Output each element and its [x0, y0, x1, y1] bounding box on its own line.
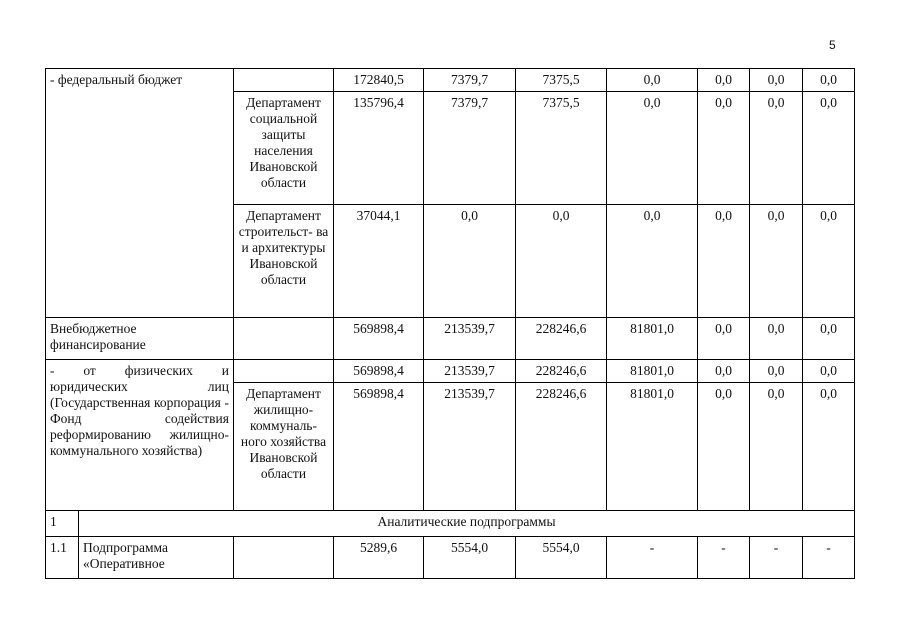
- value-cell: 37044,1: [334, 205, 424, 318]
- row-label-first-line: - от физических и: [50, 363, 229, 378]
- value-cell: 0,0: [607, 69, 698, 92]
- value-cell: 213539,7: [424, 383, 516, 511]
- department-cell: Департамент жилищно- коммуналь- ного хозяйства Ивановской области: [234, 383, 334, 511]
- value-cell: 0,0: [803, 69, 855, 92]
- value-cell: -: [803, 537, 855, 579]
- value-cell: 0,0: [516, 205, 607, 318]
- value-cell: 0,0: [607, 205, 698, 318]
- value-cell: 0,0: [750, 318, 803, 360]
- value-cell: 0,0: [698, 69, 750, 92]
- value-cell: 0,0: [803, 205, 855, 318]
- table-row: [46, 318, 855, 360]
- subprogram-name: Подпрограмма «Оперативное: [79, 537, 234, 579]
- value-cell: 0,0: [607, 92, 698, 205]
- value-cell: -: [750, 537, 803, 579]
- value-cell: 0,0: [803, 383, 855, 511]
- value-cell: 5289,6: [334, 537, 424, 579]
- subprogram-number: 1.1: [46, 537, 79, 579]
- value-cell: 0,0: [698, 318, 750, 360]
- value-cell: 213539,7: [424, 318, 516, 360]
- value-cell: 5554,0: [424, 537, 516, 579]
- value-cell: 7375,5: [516, 69, 607, 92]
- value-cell: 0,0: [698, 383, 750, 511]
- value-cell: -: [607, 537, 698, 579]
- value-cell: 569898,4: [334, 318, 424, 360]
- value-cell: 0,0: [698, 205, 750, 318]
- value-cell: 0,0: [750, 360, 803, 383]
- page-number: 5: [829, 38, 836, 52]
- value-cell: 81801,0: [607, 318, 698, 360]
- value-cell: 0,0: [803, 318, 855, 360]
- table-row: [46, 360, 855, 383]
- value-cell: 228246,6: [516, 318, 607, 360]
- section-number: 1: [46, 511, 79, 537]
- row-label: - от физических и юридических лиц (Государственная корпорация - Фонд содействия реформированию жилищно-коммунального хозяйства): [46, 360, 234, 511]
- value-cell: 0,0: [803, 360, 855, 383]
- value-cell: 228246,6: [516, 360, 607, 383]
- table-row: [46, 69, 855, 92]
- table-row: [46, 537, 855, 579]
- value-cell: 0,0: [698, 92, 750, 205]
- value-cell: 0,0: [750, 205, 803, 318]
- value-cell: 0,0: [698, 360, 750, 383]
- value-cell: 81801,0: [607, 383, 698, 511]
- value-cell: 569898,4: [334, 383, 424, 511]
- value-cell: 0,0: [750, 383, 803, 511]
- value-cell: 0,0: [750, 92, 803, 205]
- value-cell: 0,0: [424, 205, 516, 318]
- value-cell: 5554,0: [516, 537, 607, 579]
- value-cell: 569898,4: [334, 360, 424, 383]
- value-cell: 0,0: [803, 92, 855, 205]
- value-cell: 7375,5: [516, 92, 607, 205]
- row-label: - федеральный бюджет: [46, 69, 234, 318]
- section-title: Аналитические подпрограммы: [79, 511, 855, 537]
- row-label: Внебюджетное финансирование: [46, 318, 234, 360]
- value-cell: 7379,7: [424, 69, 516, 92]
- value-cell: 81801,0: [607, 360, 698, 383]
- value-cell: -: [698, 537, 750, 579]
- value-cell: 135796,4: [334, 92, 424, 205]
- department-cell: Департамент социальной защиты населения Ивановской области: [234, 92, 334, 205]
- value-cell: 7379,7: [424, 92, 516, 205]
- section-row: [46, 511, 855, 537]
- value-cell: 228246,6: [516, 383, 607, 511]
- department-cell: Департамент строительст- ва и архитектуры Ивановской области: [234, 205, 334, 318]
- value-cell: 213539,7: [424, 360, 516, 383]
- budget-table: [45, 68, 855, 579]
- value-cell: 172840,5: [334, 69, 424, 92]
- value-cell: 0,0: [750, 69, 803, 92]
